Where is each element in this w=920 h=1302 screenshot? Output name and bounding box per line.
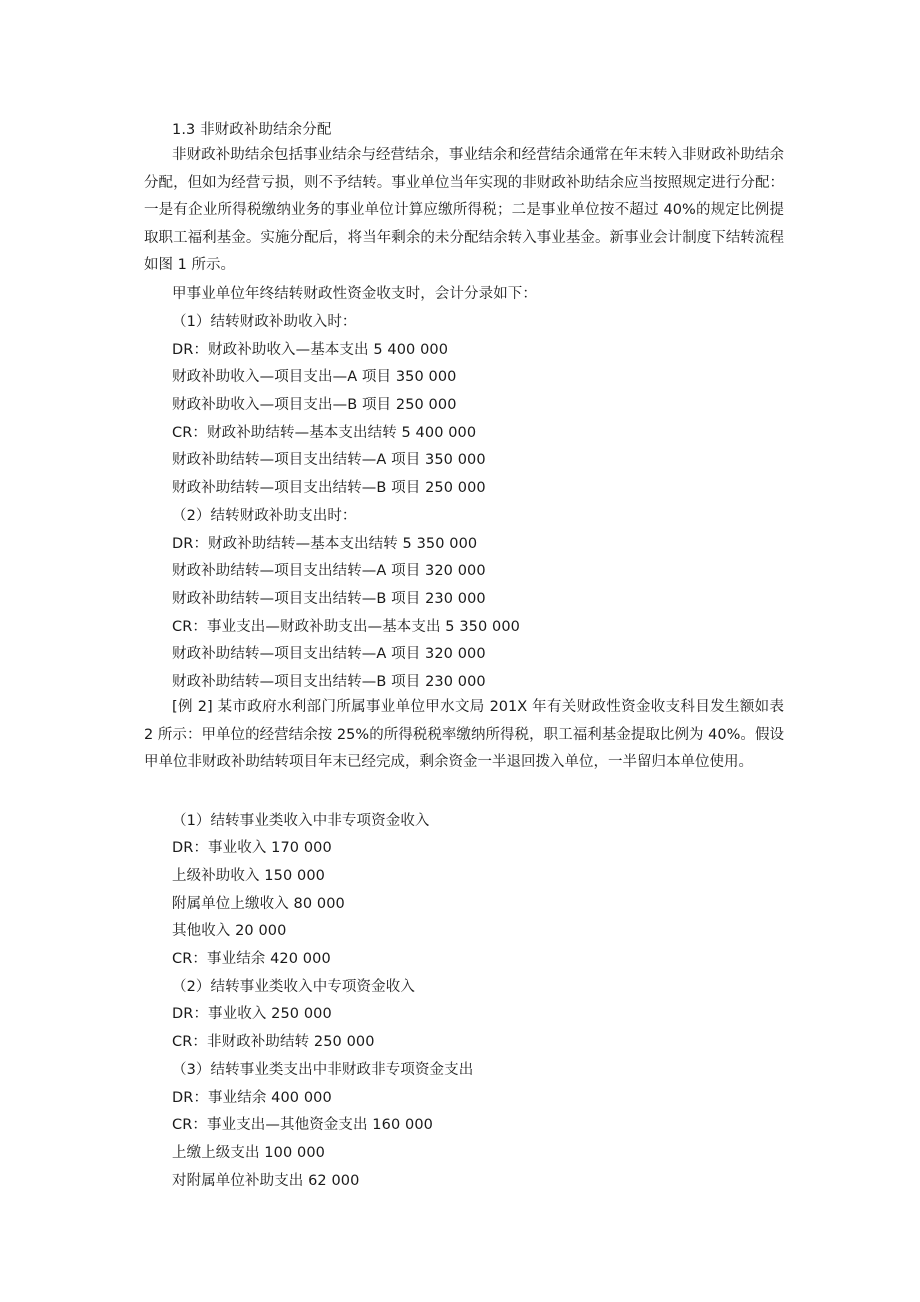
entry-line: CR：非财政补助结转 250 000: [172, 1034, 375, 1050]
entry-line: DR：事业收入 170 000: [172, 840, 332, 856]
section-heading: 1.3 非财政补助结余分配: [172, 122, 332, 138]
entry-line: 财政补助收入—项目支出—B 项目 250 000: [172, 397, 457, 413]
example-2-paragraph: [例 2] 某市政府水利部门所属事业单位甲水文局 201X 年有关财政性资金收支科目发生额如表 2 所示：甲单位的经营结余按 25%的所得税税率缴纳所得税，职工福利基金提取比例为 40%。假设甲单位非财政补助结转项目年末已经完成，剩余资金一半退回拨入单位，一半留归本单位使用。: [144, 699, 784, 770]
entry-line: DR：财政补助结转—基本支出结转 5 350 000: [172, 536, 478, 552]
entry-line: 对附属单位补助支出 62 000: [172, 1173, 360, 1189]
entry-line: 上级补助收入 150 000: [172, 868, 325, 884]
entry-line: 财政补助结转—项目支出结转—B 项目 250 000: [172, 480, 486, 496]
entry-line: 财政补助结转—项目支出结转—B 项目 230 000: [172, 591, 486, 607]
step2-title: （2）结转财政补助支出时：: [172, 508, 357, 524]
entry-line: 财政补助结转—项目支出结转—A 项目 320 000: [172, 646, 486, 662]
entry-line: 其他收入 20 000: [172, 923, 287, 939]
entry-line: 财政补助收入—项目支出—A 项目 350 000: [172, 369, 457, 385]
entry-line: CR：事业支出—财政补助支出—基本支出 5 350 000: [172, 619, 521, 635]
example-step3-title: （3）结转事业类支出中非财政非专项资金支出: [172, 1062, 474, 1078]
entry-line: CR：财政补助结转—基本支出结转 5 400 000: [172, 425, 477, 441]
example-step1-title: （1）结转事业类收入中非专项资金收入: [172, 813, 430, 829]
entry-line: 财政补助结转—项目支出结转—A 项目 320 000: [172, 563, 486, 579]
entry-line: DR：事业收入 250 000: [172, 1006, 332, 1022]
entry-line: DR：事业结余 400 000: [172, 1090, 332, 1106]
entry-line: 上缴上级支出 100 000: [172, 1145, 325, 1161]
step1-title: （1）结转财政补助收入时：: [172, 314, 357, 330]
paragraph-entries-intro: 甲事业单位年终结转财政性资金收支时，会计分录如下：: [172, 286, 537, 302]
paragraph-intro: 非财政补助结余包括事业结余与经营结余，事业结余和经营结余通常在年末转入非财政补助结余分配，但如为经营亏损，则不予结转。事业单位当年实现的非财政补助结余应当按照规定进行分配：一是有企业所得税缴纳业务的事业单位计算应缴所得税；二是事业单位按不超过 40%的规定比例提取职工福利基金。实施分配后，将当年剩余的未分配结余转入事业基金。新事业会计制度下结转流程如图 1 所示。: [144, 147, 784, 273]
entry-line: 财政补助结转—项目支出结转—A 项目 350 000: [172, 452, 486, 468]
entry-line: DR：财政补助收入—基本支出 5 400 000: [172, 342, 449, 358]
example-step2-title: （2）结转事业类收入中专项资金收入: [172, 979, 415, 995]
entry-line: CR：事业结余 420 000: [172, 951, 331, 967]
entry-line: 财政补助结转—项目支出结转—B 项目 230 000: [172, 674, 486, 690]
entry-line: CR：事业支出—其他资金支出 160 000: [172, 1117, 433, 1133]
entry-line: 附属单位上缴收入 80 000: [172, 896, 345, 912]
